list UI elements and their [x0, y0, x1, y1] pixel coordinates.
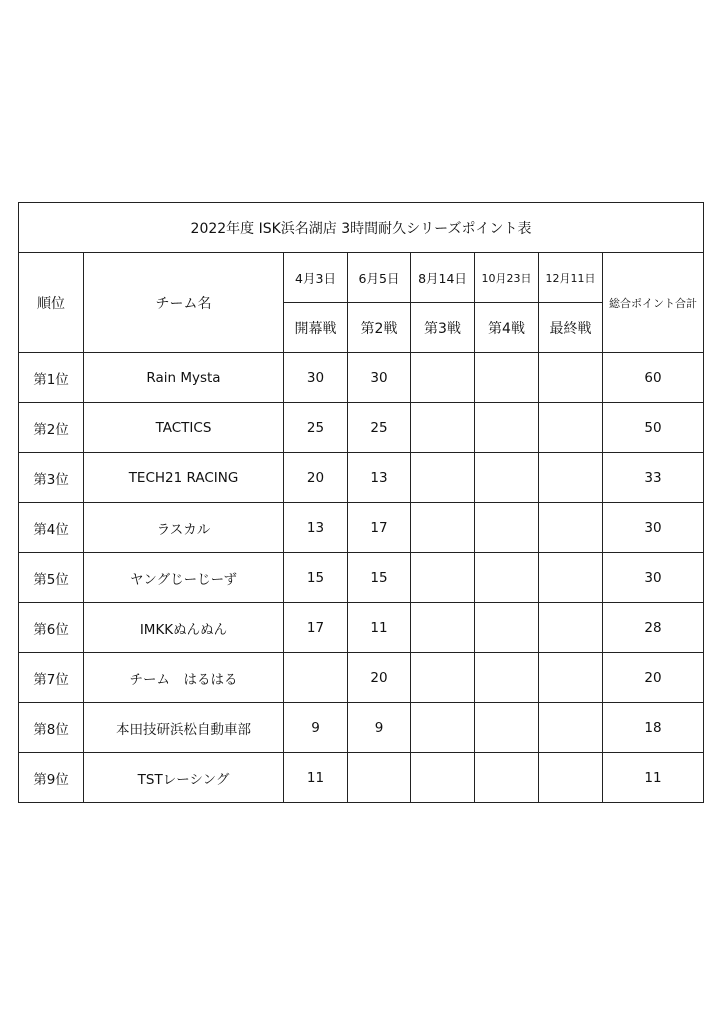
team-cell: チーム はるはる	[84, 653, 284, 703]
race-header: 第4戦	[475, 303, 539, 353]
points-cell	[411, 553, 475, 603]
points-cell	[475, 703, 539, 753]
points-cell	[475, 353, 539, 403]
table-row	[19, 653, 704, 703]
team-cell: ラスカル	[84, 503, 284, 553]
points-cell	[475, 653, 539, 703]
points-cell	[411, 503, 475, 553]
table-row	[19, 703, 704, 753]
total-cell: 28	[603, 603, 704, 653]
total-cell: 50	[603, 403, 704, 453]
race-header: 最終戦	[539, 303, 603, 353]
total-header: 総合ポイント合計	[603, 253, 704, 353]
team-cell: TSTレーシング	[84, 753, 284, 803]
points-cell	[539, 553, 603, 603]
rank-cell: 第4位	[19, 503, 84, 553]
points-cell	[411, 353, 475, 403]
team-cell: TACTICS	[84, 403, 284, 453]
table-row	[19, 453, 704, 503]
total-cell: 60	[603, 353, 704, 403]
points-cell: 13	[284, 503, 348, 553]
points-cell	[411, 703, 475, 753]
team-cell: 本田技研浜松自動車部	[84, 703, 284, 753]
race-header: 第3戦	[411, 303, 475, 353]
team-cell: ヤングじーじーず	[84, 553, 284, 603]
points-cell	[539, 503, 603, 553]
table-row	[19, 503, 704, 553]
points-cell	[475, 403, 539, 453]
team-header: チーム名	[84, 253, 284, 353]
points-cell: 15	[348, 553, 411, 603]
points-cell	[411, 453, 475, 503]
points-cell: 13	[348, 453, 411, 503]
points-cell: 20	[284, 453, 348, 503]
total-cell: 20	[603, 653, 704, 703]
date-header: 10月23日	[475, 253, 539, 303]
total-cell: 11	[603, 753, 704, 803]
points-table	[18, 202, 704, 803]
points-cell	[411, 653, 475, 703]
date-header: 4月3日	[284, 253, 348, 303]
points-cell	[475, 553, 539, 603]
table-row	[19, 553, 704, 603]
race-header: 開幕戦	[284, 303, 348, 353]
total-cell: 33	[603, 453, 704, 503]
points-cell	[475, 753, 539, 803]
points-cell	[539, 403, 603, 453]
points-cell	[411, 403, 475, 453]
rank-cell: 第8位	[19, 703, 84, 753]
team-cell: IMKKぬんぬん	[84, 603, 284, 653]
points-cell: 11	[348, 603, 411, 653]
date-header: 8月14日	[411, 253, 475, 303]
rank-cell: 第1位	[19, 353, 84, 403]
table-title: 2022年度 ISK浜名湖店 3時間耐久シリーズポイント表	[19, 203, 704, 253]
team-cell: TECH21 RACING	[84, 453, 284, 503]
points-cell	[539, 453, 603, 503]
race-header: 第2戦	[348, 303, 411, 353]
points-cell	[411, 603, 475, 653]
points-sheet	[18, 202, 704, 803]
points-cell	[539, 603, 603, 653]
points-cell	[475, 453, 539, 503]
rank-cell: 第9位	[19, 753, 84, 803]
points-cell	[348, 753, 411, 803]
points-cell	[539, 703, 603, 753]
points-cell: 17	[348, 503, 411, 553]
rank-cell: 第7位	[19, 653, 84, 703]
points-cell	[539, 353, 603, 403]
table-row	[19, 403, 704, 453]
rank-header: 順位	[19, 253, 84, 353]
points-cell: 20	[348, 653, 411, 703]
points-cell: 15	[284, 553, 348, 603]
points-cell: 30	[348, 353, 411, 403]
rank-cell: 第5位	[19, 553, 84, 603]
table-row	[19, 753, 704, 803]
points-cell: 17	[284, 603, 348, 653]
points-cell	[284, 653, 348, 703]
points-cell	[411, 753, 475, 803]
points-cell: 11	[284, 753, 348, 803]
table-row	[19, 603, 704, 653]
rank-cell: 第3位	[19, 453, 84, 503]
points-cell	[539, 753, 603, 803]
points-cell	[475, 503, 539, 553]
points-cell: 9	[284, 703, 348, 753]
table-row	[19, 353, 704, 403]
date-header: 6月5日	[348, 253, 411, 303]
total-cell: 30	[603, 503, 704, 553]
points-cell: 25	[348, 403, 411, 453]
date-header: 12月11日	[539, 253, 603, 303]
total-cell: 30	[603, 553, 704, 603]
points-cell: 9	[348, 703, 411, 753]
points-cell: 30	[284, 353, 348, 403]
team-cell: Rain Mysta	[84, 353, 284, 403]
total-cell: 18	[603, 703, 704, 753]
points-cell: 25	[284, 403, 348, 453]
rank-cell: 第2位	[19, 403, 84, 453]
points-cell	[539, 653, 603, 703]
rank-cell: 第6位	[19, 603, 84, 653]
points-cell	[475, 603, 539, 653]
